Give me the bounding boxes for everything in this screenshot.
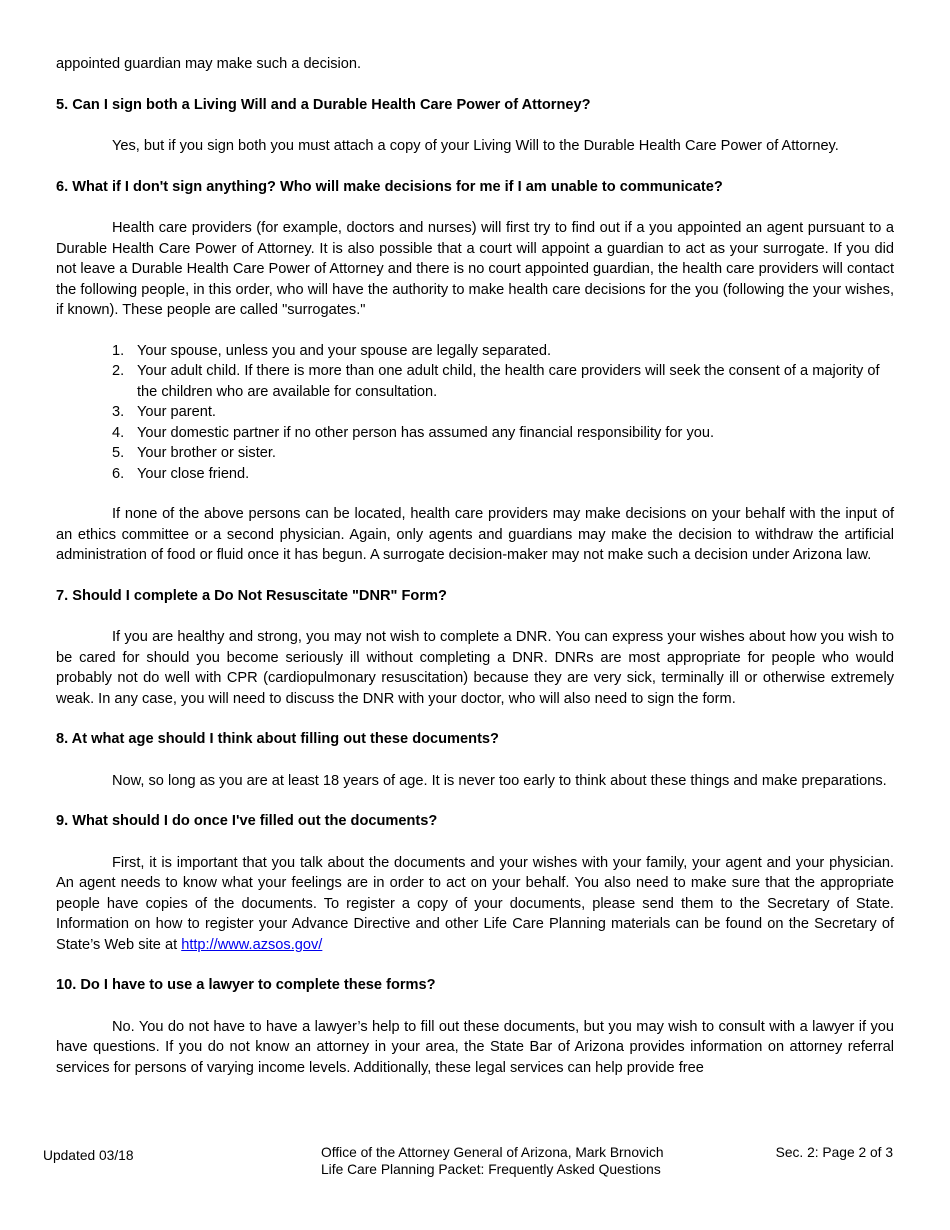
footer-packet: Life Care Planning Packet: Frequently Asked Questions xyxy=(321,1162,661,1177)
q10-answer: No. You do not have to have a lawyer’s help to fill out these documents, but you may wish to consult with a lawyer if you have questions. If you do not know an attorney in your area, the State Bar of Arizona provides information on attorney referral services for persons of varying income levels. Additionally, these legal services can help provide free xyxy=(56,1018,894,1076)
q6-heading: 6. What if I don't sign anything? Who will make decisions for me if I am unable to communicate? xyxy=(56,178,723,195)
q9-heading: 9. What should I do once I've filled out the documents? xyxy=(56,813,438,829)
q8-answer: Now, so long as you are at least 18 years of age. It is never too early to think about these things and make preparations. xyxy=(112,772,887,789)
azsos-link[interactable]: http://www.azsos.gov/ xyxy=(181,936,323,953)
q7-answer: If you are healthy and strong, you may not wish to complete a DNR. You can express your wishes about how you wish to be cared for should you become seriously ill without completing a DNR. DNRs are most appropriate for people who would probably not do well with CPR (cardiopulmonary resuscitation) because they are very sick, terminally ill or otherwise extremely weak. In any case, you will need to discuss the DNR with your doctor, who will also need to sign the form. xyxy=(56,629,894,707)
list-item-text: Your spouse, unless you and your spouse are legally separated. xyxy=(137,342,552,359)
list-item xyxy=(56,423,894,444)
q6-followup: If none of the above persons can be located, health care providers may make decisions on your behalf with the input of an ethics committee or a second physician. Again, only agents and guardians may make the decision to withdraw the artificial administration of food or fluid once it has begun. A surrogate decision-maker may not make such a decision under Arizona law. xyxy=(56,506,894,563)
q9-answer xyxy=(56,853,894,956)
list-item-text: Your domestic partner if no other person has assumed any financial responsibility for you. xyxy=(137,424,715,441)
q10-heading: 10. Do I have to use a lawyer to complete these forms? xyxy=(56,977,436,993)
q8-heading: 8. At what age should I think about filling out these documents? xyxy=(56,731,499,747)
q7-heading: 7. Should I complete a Do Not Resuscitate "DNR" Form? xyxy=(56,587,447,604)
list-item xyxy=(56,402,894,423)
list-item-text: Your close friend. xyxy=(137,465,250,482)
list-item-number: 4. xyxy=(112,424,125,441)
list-item xyxy=(56,464,894,485)
q5-heading: 5. Can I sign both a Living Will and a Durable Health Care Power of Attorney? xyxy=(56,96,591,113)
footer-updated: Updated 03/18 xyxy=(43,1148,134,1163)
list-item-text: Your adult child. If there is more than one adult child, the health care providers will seek the consent of a majority of the children who are available for consultation. xyxy=(137,363,880,400)
list-item-number: 6. xyxy=(112,465,125,482)
list-item xyxy=(56,341,894,362)
footer-office: Office of the Attorney General of Arizona, Mark Brnovich xyxy=(321,1145,664,1160)
list-item-number: 3. xyxy=(112,404,125,420)
list-item-number: 1. xyxy=(112,342,125,359)
list-item-number: 5. xyxy=(112,445,125,461)
list-item-text: Your brother or sister. xyxy=(137,445,276,461)
list-item-number: 2. xyxy=(112,363,125,379)
document-body xyxy=(56,54,894,1078)
intro-tail: appointed guardian may make such a decision. xyxy=(56,56,362,72)
surrogate-list xyxy=(56,341,894,485)
footer-page-number: Sec. 2: Page 2 of 3 xyxy=(775,1145,893,1160)
list-item xyxy=(56,361,894,402)
q9-answer-text: First, it is important that you talk about the documents and your wishes with your family, your agent and your physician. An agent needs to know what your feelings are in order to act on your behalf. You also need to make sure that the appropriate people have copies of the documents. To register a copy of your documents, please send them to the Secretary of State. Information on how to register your Advance Directive and other Life Care Planning materials can be found on the Secretary of State’s Web site at xyxy=(56,854,894,953)
list-item-text: Your parent. xyxy=(137,404,216,420)
footer-center xyxy=(321,1144,664,1178)
q5-answer: Yes, but if you sign both you must attach a copy of your Living Will to the Durable Health Care Power of Attorney. xyxy=(112,138,839,154)
list-item xyxy=(56,443,894,464)
q6-answer: Health care providers (for example, doctors and nurses) will first try to find out if a you appointed an agent pursuant to a Durable Health Care Power of Attorney. It is also possible that a court will appoint a guardian to act as your surrogate. If you did not leave a Durable Health Care Power of Attorney and there is no court appointed guardian, the health care providers will contact the following people, in this order, who will have the authority to make health care decisions for the you (following the your wishes, if known). These people are called "surrogates." xyxy=(56,220,895,318)
